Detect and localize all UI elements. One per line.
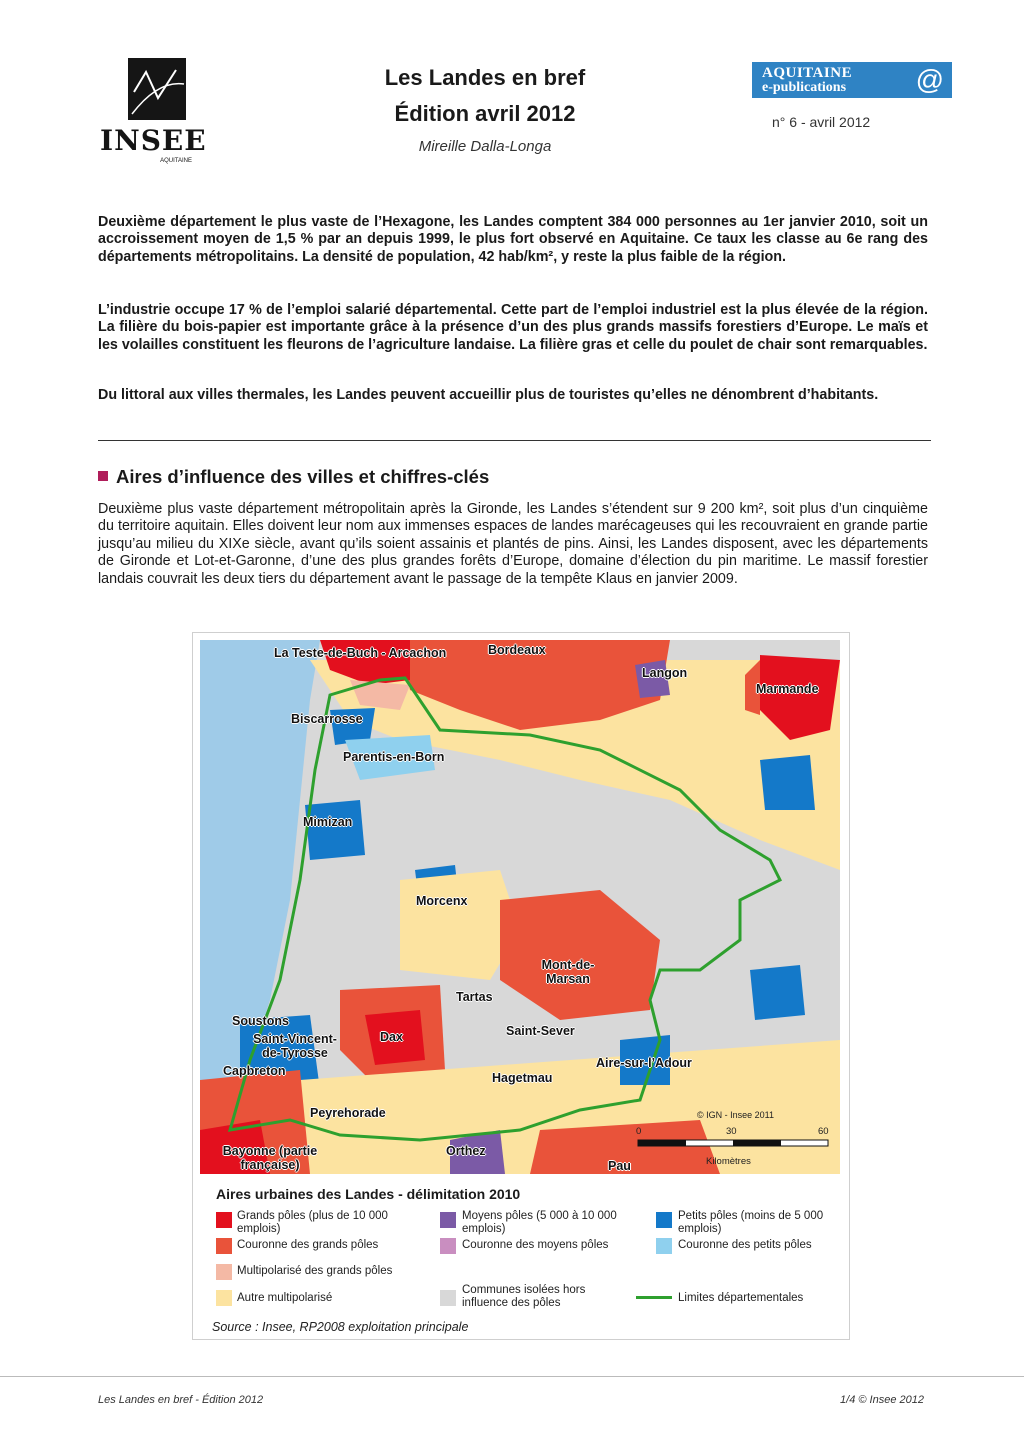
place-orthez: Orthez bbox=[446, 1144, 486, 1158]
place-bayonne: Bayonne (partie française) bbox=[222, 1144, 318, 1172]
place-tartas: Tartas bbox=[456, 990, 493, 1004]
place-capbreton: Capbreton bbox=[223, 1064, 286, 1078]
place-langon: Langon bbox=[642, 666, 688, 680]
legend-swatch-couronne-grands bbox=[216, 1238, 232, 1254]
legend-swatch-multipolarise-grands bbox=[216, 1264, 232, 1280]
place-morcenx: Morcenx bbox=[416, 894, 468, 908]
legend-title: Aires urbaines des Landes - délimitation 2010 bbox=[216, 1186, 521, 1202]
legend-swatch-couronne-petits bbox=[656, 1238, 672, 1254]
footer-divider bbox=[0, 1376, 1024, 1377]
place-mimizan: Mimizan bbox=[303, 815, 353, 829]
place-peyrehorade: Peyrehorade bbox=[310, 1106, 386, 1120]
legend-couronne-grands: Couronne des grands pôles bbox=[237, 1239, 379, 1251]
place-dax: Dax bbox=[380, 1030, 403, 1044]
legend-swatch-isolees bbox=[440, 1290, 456, 1306]
section-body: Deuxième plus vaste département métropolitain après la Gironde, les Landes s’étendent sur 9 200 km², soit plus d’un cinquième du territoire aquitain. Elles doivent leur nom aux immenses espaces de landes marécageuses qui les recouvraient en grande partie jusqu’au milieu du XIXe siècle, avant qu’ils soient assainis et plantés de pins. Ainsi, les Landes disposent, avec les départements de Gironde et Lot-et-Garonne, d’une des plus grandes forêts d’Europe, domaine d’élection du pin maritime. Le massif forestier landais couvrait les deux tiers du département avant le passage de la tempête Klaus en janvier 2009. bbox=[98, 501, 928, 587]
place-soustons: Soustons bbox=[232, 1014, 289, 1028]
intro-paragraph-1: Deuxième département le plus vaste de l’Hexagone, les Landes comptent 384 000 personnes au 1er janvier 2010, soit un accroissement moyen de 1,5 % par an depuis 1999, le plus fort observé en Aquitaine. Ce taux les classe au 6e rang des départements métropolitains. La densité de population, 42 hab/km², y reste la plus faible de la région. bbox=[98, 214, 928, 265]
insee-logo bbox=[100, 58, 207, 170]
legend-swatch-petits-poles bbox=[656, 1212, 672, 1228]
scale-label-30: 30 bbox=[726, 1126, 737, 1137]
author: Mireille Dalla-Longa bbox=[418, 138, 552, 155]
map-credit: © IGN - Insee 2011 bbox=[697, 1110, 775, 1120]
legend-swatch-limites bbox=[636, 1296, 672, 1299]
title-block bbox=[330, 60, 640, 155]
document-title: Les Landes en bref bbox=[384, 65, 586, 90]
legend-couronne-moyens: Couronne des moyens pôles bbox=[462, 1239, 609, 1251]
legend-couronne-petits: Couronne des petits pôles bbox=[678, 1239, 812, 1251]
place-mont-de-marsan: Mont-de-Marsan bbox=[541, 958, 595, 986]
legend-isolees: Communes isolées hors influence des pôles bbox=[462, 1284, 586, 1309]
legend-petits-poles: Petits pôles (moins de 5 000 emplois) bbox=[678, 1210, 824, 1235]
footer-left: Les Landes en bref - Édition 2012 bbox=[98, 1394, 264, 1406]
document-edition: Édition avril 2012 bbox=[394, 101, 576, 126]
aquitaine-epublications-badge bbox=[752, 62, 952, 98]
insee-logo-mark bbox=[128, 58, 186, 120]
intro-paragraph-3: Du littoral aux villes thermales, les Landes peuvent accueillir plus de touristes qu’elles ne dénombrent d’habitants. bbox=[98, 387, 879, 403]
place-pau: Pau bbox=[608, 1159, 631, 1173]
map-source: Source : Insee, RP2008 exploitation principale bbox=[212, 1320, 469, 1334]
insee-logo-subtext: AQUITAINE bbox=[160, 158, 192, 164]
legend-swatch-couronne-moyens bbox=[440, 1238, 456, 1254]
at-icon: @ bbox=[915, 64, 944, 95]
place-biscarrosse: Biscarrosse bbox=[291, 712, 363, 726]
legend-swatch-moyens-poles bbox=[440, 1212, 456, 1228]
scale-bar bbox=[638, 1140, 828, 1146]
section-bullet-icon bbox=[98, 471, 108, 481]
badge-line1: AQUITAINE bbox=[762, 65, 853, 81]
place-parentis-en-born: Parentis-en-Born bbox=[343, 750, 445, 764]
scale-label-0: 0 bbox=[636, 1126, 642, 1137]
issue-number: n° 6 - avril 2012 bbox=[772, 114, 871, 130]
legend-limites: Limites départementales bbox=[678, 1292, 804, 1304]
legend-swatch-autre-multipolarise bbox=[216, 1290, 232, 1306]
legend-grands-poles: Grands pôles (plus de 10 000 emplois) bbox=[237, 1210, 388, 1235]
section-heading bbox=[98, 466, 489, 488]
place-bordeaux: Bordeaux bbox=[488, 643, 546, 657]
legend-multipolarise-grands: Multipolarisé des grands pôles bbox=[237, 1265, 393, 1277]
scale-label-60: 60 bbox=[818, 1126, 829, 1137]
place-saint-vincent-de-tyrosse: Saint-Vincent-de-Tyrosse bbox=[253, 1032, 337, 1060]
section-divider bbox=[98, 440, 931, 441]
mimizan-pole-zone bbox=[305, 800, 365, 860]
place-marmande: Marmande bbox=[756, 682, 819, 696]
section-heading-text: Aires d’influence des villes et chiffres-clés bbox=[116, 466, 490, 487]
place-aire-sur-adour: Aire-sur-l’Adour bbox=[596, 1056, 692, 1070]
intro-paragraph-2: L’industrie occupe 17 % de l’emploi salarié départemental. Cette part de l’emploi industriel est la plus élevée de la région. La filière du bois-papier est importante grâce à la présence d’un des plus grands massifs forestiers d’Europe. Le maïs et les volailles constituent les fleurons de l’agriculture landaise. La filière gras et celle du poulet de chair sont remarquables. bbox=[98, 302, 928, 353]
east-small-pole-zone-2 bbox=[750, 965, 805, 1020]
place-hagetmau: Hagetmau bbox=[492, 1071, 553, 1085]
legend-autre-multipolarise: Autre multipolarisé bbox=[237, 1292, 333, 1304]
footer-right: 1/4 © Insee 2012 bbox=[840, 1394, 924, 1406]
place-la-teste-arcachon: La Teste-de-Buch - Arcachon bbox=[274, 646, 447, 660]
legend-swatch-grands-poles bbox=[216, 1212, 232, 1228]
place-saint-sever: Saint-Sever bbox=[506, 1024, 575, 1038]
east-small-pole-zone bbox=[760, 755, 815, 810]
legend-moyens-poles: Moyens pôles (5 000 à 10 000 emplois) bbox=[462, 1210, 617, 1235]
scale-unit: Kilomètres bbox=[706, 1156, 751, 1167]
badge-line2: e-publications bbox=[762, 80, 847, 95]
insee-logo-text: INSEE bbox=[100, 124, 207, 157]
